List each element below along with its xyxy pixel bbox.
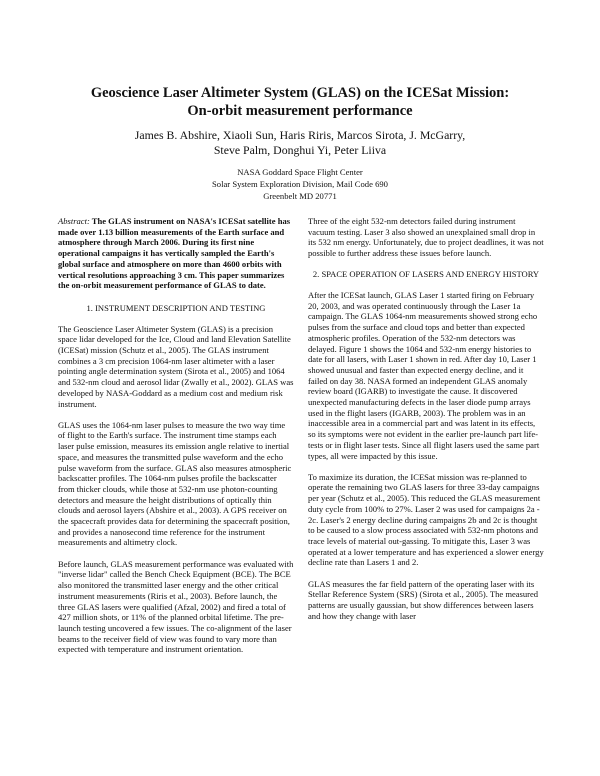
- affiliation-line-3: Greenbelt MD 20771: [263, 191, 337, 201]
- abstract-label: Abstract:: [58, 216, 90, 226]
- section-1-heading: 1. INSTRUMENT DESCRIPTION AND TESTING: [86, 302, 266, 313]
- section-1-paragraph-1: The Geoscience Laser Altimeter System (GLAS) is a precision space lidar developed for the Ice, Cloud and land Elevation Satellite (ICESat) mission (Schutz et al., 2005). The GLAS instrument combines a 3 cm precision 1064-nm laser altimeter with a laser pointing angle determination system (Sirota et al., 2005) and 1064 and 532-nm cloud and aerosol lidar (Zwally et al., 2002). GLAS was developed by NASA-Goddard as a medium cost and medium risk instrument.: [58, 323, 294, 409]
- section-2-paragraph-1: After the ICESat launch, GLAS Laser 1 started firing on February 20, 2003, and was operated continuously through the Laser 1a campaign. The GLAS 1064-nm measurements showed strong echo pulses from the surface and cloud tops and better than expected atmospheric profiles. Operation of the 532-nm detectors was delayed. Figure 1 shows the 1064 and 532-nm energy histories to date for all lasers, with Laser 1 shown in red. After day 10, Laser 1 showed unusual and faster than expected energy decline, and it failed on day 38. NASA formed an independent GLAS anomaly review board (IGARB) to investigate the cause. It discovered unexpected manufacturing defects in the laser diode pump arrays used in the flight lasers (IGARB, 2003). The problem was in an inaccessible area in a commercial part and was latent in its effects, so its symptoms were not evident in the earlier pre-launch part life-tests or in flight laser tests. Since all flight lasers used the same part types, all were impacted by this issue.: [308, 290, 540, 461]
- author-list: [60, 128, 540, 158]
- affiliation-line-2: Solar System Exploration Division, Mail Code 690: [212, 179, 388, 189]
- section-1-paragraph-3: Before launch, GLAS measurement performance was evaluated with "inverse lidar" called the Bench Check Equipment (BCE). The BCE also monitored the transmitted laser energy and the other critical instrument measurements (Riris et al., 2003). Before launch, the three GLAS lasers were qualified (Afzal, 2002) and fired a total of 427 million shots, or 11% of the planned orbital lifetime. The pre-launch testing uncovered a few issues. The co-alignment of the laser beams to the receiver field of view was found to vary more than expected with temperature and instrument orientation.: [58, 558, 294, 655]
- paper-title: [60, 84, 540, 120]
- title-line-1: Geoscience Laser Altimeter System (GLAS) on the ICESat Mission:: [90, 85, 510, 101]
- affiliation: [60, 166, 540, 202]
- affiliation-line-1: NASA Goddard Space Flight Center: [237, 167, 363, 177]
- left-column: [58, 216, 294, 666]
- authors-line-2: Steve Palm, Donghui Yi, Peter Liiva: [213, 143, 387, 157]
- authors-line-1: James B. Abshire, Xiaoli Sun, Haris Riris, Marcos Sirota, J. McGarry,: [134, 128, 466, 142]
- abstract: [58, 216, 294, 291]
- section-2-paragraph-3: GLAS measures the far field pattern of the operating laser with its Stellar Reference System (SRS) (Sirota et al., 2005). The measured patterns are usually gaussian, but show differences between lasers and how they change with laser: [308, 578, 539, 621]
- right-intro-paragraph: Three of the eight 532-nm detectors failed during instrument vacuum testing. Laser 3 also showed an unexplained small drop in its 532 nm energy. Unfortunately, due to project deadlines, it was not possible to further address these issues before launch.: [308, 216, 544, 259]
- section-2-paragraph-2: To maximize its duration, the ICESat mission was re-planned to operate the remaining two GLAS lasers for three 33-day campaigns per year (Schutz et al., 2005). This reduced the GLAS measurement duty cycle from 100% to 27%. Laser 2 was used for campaigns 2a - 2c. Laser's 2 energy decline during campaigns 2b and 2c is thought to be caused to a slow process associated with 532-nm photons and trace levels of material out-gassing. To mitigate this, Laser 3 was operated at a lower temperature and has experienced a slower energy decline rate than Lasers 1 and 2.: [308, 471, 544, 568]
- title-line-2: On-orbit measurement performance: [187, 103, 413, 119]
- section-2-heading: 2. SPACE OPERATION OF LASERS AND ENERGY HISTORY: [312, 269, 540, 280]
- section-1-paragraph-2: GLAS uses the 1064-nm laser pulses to measure the two way time of flight to the Earth's surface. The instrument time stamps each laser pulse emission, measures its emission angle relative to inertial space, and measures the transmitted pulse waveform and the echo pulse waveform from the surface. GLAS also measures atmospheric backscatter profiles. The 1064-nm pulses profile the backscatter from thicker clouds, while those at 532-nm use photon-counting detectors and measure the height distributions of optically thin clouds and aerosol layers (Abshire et al., 2003). A GPS receiver on the spacecraft provides data for determining the spacecraft position, and provides a nanosecond time reference for the instrument measurements and altimetry clock.: [58, 419, 292, 548]
- right-column: [308, 216, 544, 632]
- abstract-text: The GLAS instrument on NASA's ICESat satellite has made over 1.13 billion measurements of the Earth surface and atmosphere through March 2006. During its first nine operational campaigns it has vertically sampled the Earth's global surface and atmosphere on more than 4600 orbits with vertical resolutions approaching 3 cm. This paper summarizes the on-orbit measurement performance of GLAS to date.: [58, 216, 291, 291]
